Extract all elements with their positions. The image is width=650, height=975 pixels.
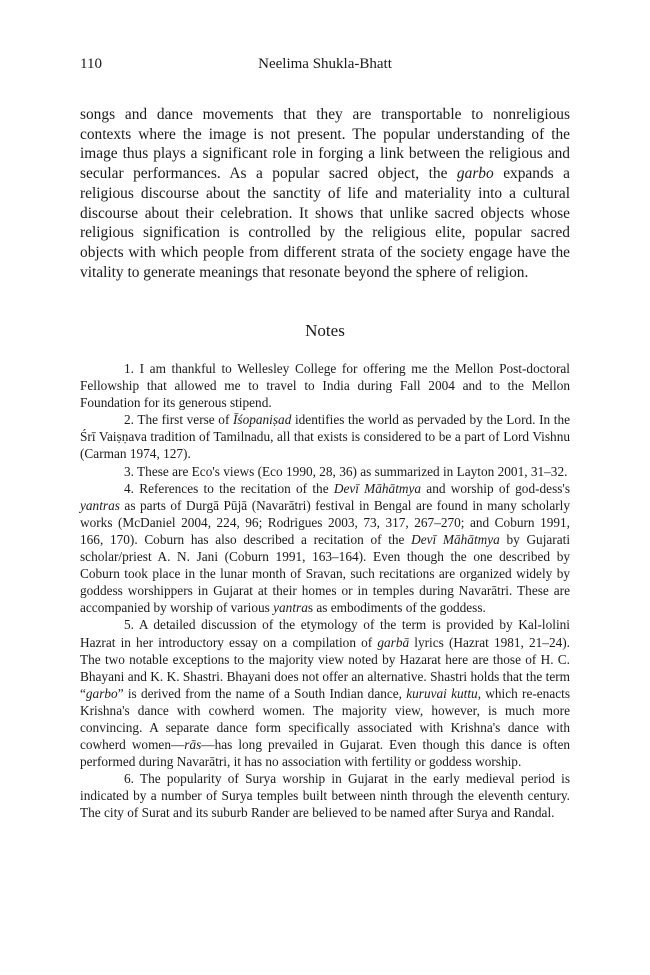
note-italic-term: yantras: [80, 497, 120, 513]
note-4: [80, 480, 570, 617]
note-6: [80, 770, 570, 821]
running-head: Neelima Shukla-Bhatt: [258, 56, 392, 72]
note-text: —has long prevailed in Gujarat. Even though this dance is often performed during Navarātri, it has no association with fertility or goddess worship.: [80, 737, 570, 770]
note-text: s as embodiments of the goddess.: [307, 600, 486, 616]
note-text: 5. A detailed discussion of the etymology of the term is provided by Kal-lolini Hazrat in her introductory essay on a compilation of: [80, 617, 570, 650]
note-italic-term: garbo: [85, 685, 118, 701]
page-header: [80, 56, 570, 76]
note-text: as parts of Durgā Pūjā (Navarātri) festival in Bengal are found in many scholarly works (McDaniel 2004, 224, 96; Rodrigues 2003, 73, 317, 267–270; and Coburn 1991, 166, 170). Coburn has also described a recitation of the: [80, 497, 570, 547]
note-3: [80, 463, 570, 480]
note-text: and worship of god-dess's: [421, 480, 570, 496]
note-text: , which re-enacts Krishna's dance with cowherd women. The majority view, however, is much more convincing. A separate dance form specifically associated with Krishna's dance with cowherd women—: [80, 685, 570, 753]
note-text: 4. References to the recitation of the: [124, 480, 334, 496]
page-number: 110: [80, 56, 102, 72]
note-text: identifies the world as pervaded by the Lord. In the Śrī Vaiṣṇava tradition of Tamilnadu, all that exists is considered to be a part of Lord Vishnu (Carman 1974, 127).: [80, 412, 570, 462]
note-text: ” is derived from the name of a South Indian dance,: [117, 685, 407, 701]
notes-heading: Notes: [305, 321, 345, 340]
note-italic-term: rās: [184, 737, 202, 753]
note-5: [80, 616, 570, 770]
note-text: 6. The popularity of Surya worship in Gujarat in the early medieval period is indicated by a number of Surya temples built between ninth through the eleventh century. The city of Surat and its suburb Rander are believed to be named after Surya and Randal.: [80, 771, 570, 821]
note-text: by Gujarati scholar/priest A. N. Jani (Coburn 1991, 163–164). Even though the one described by Coburn took place in the lunar month of Sravan, such recitations are organized widely by goddess worshippers in Gujarat at their homes or in temples during Navarātri. These are accompanied by worship of various: [80, 531, 571, 616]
note-italic-term: yantra: [273, 600, 308, 616]
note-italic-term: garbā: [377, 634, 410, 650]
note-italic-term: Devī Māhātmya: [333, 480, 422, 496]
note-text: lyrics (Hazrat 1981, 21–24). The two notable exceptions to the majority view noted by Hazarat here are those of H. C. Bhayani and K. K. Shastri. Bhayani does not offer an alternative. Shastri holds that the term “: [80, 634, 570, 701]
notes-list: [80, 360, 570, 822]
note-text: 2. The first verse of: [124, 412, 233, 428]
note-text: 3. These are Eco's views (Eco 1990, 28, 36) as summarized in Layton 2001, 31–32.: [124, 463, 568, 479]
note-italic-term: Īśopaniṣad: [232, 412, 292, 428]
note-1: [80, 360, 570, 411]
note-italic-term: Devī Māhātmya: [411, 531, 500, 547]
note-italic-term: kuruvai kuttu: [406, 685, 478, 701]
note-text: 1. I am thankful to Wellesley College for offering me the Mellon Post-doctoral Fellowship that allowed me to travel to India during Fall 2004 and to the Mellon Foundation for its generous stipend.: [80, 361, 570, 411]
italic-term: garbo: [456, 165, 494, 183]
body-paragraph: songs and dance movements that they are transportable to nonreligious contexts where the image is not present. The popular understanding of the image thus plays a significant role in forging a link between the religious and secular performances. As a popular sacred object, the garbo expands a religious discourse about the sanctity of life and materiality into a cultural discourse about their celebration. It shows that unlike sacred objects whose religious signification is controlled by the religious elite, popular sacred objects with which people from different strata of the society engage have the vitality to generate meanings that resonate beyond the sphere of religion.: [80, 106, 570, 281]
note-2: [80, 411, 570, 462]
